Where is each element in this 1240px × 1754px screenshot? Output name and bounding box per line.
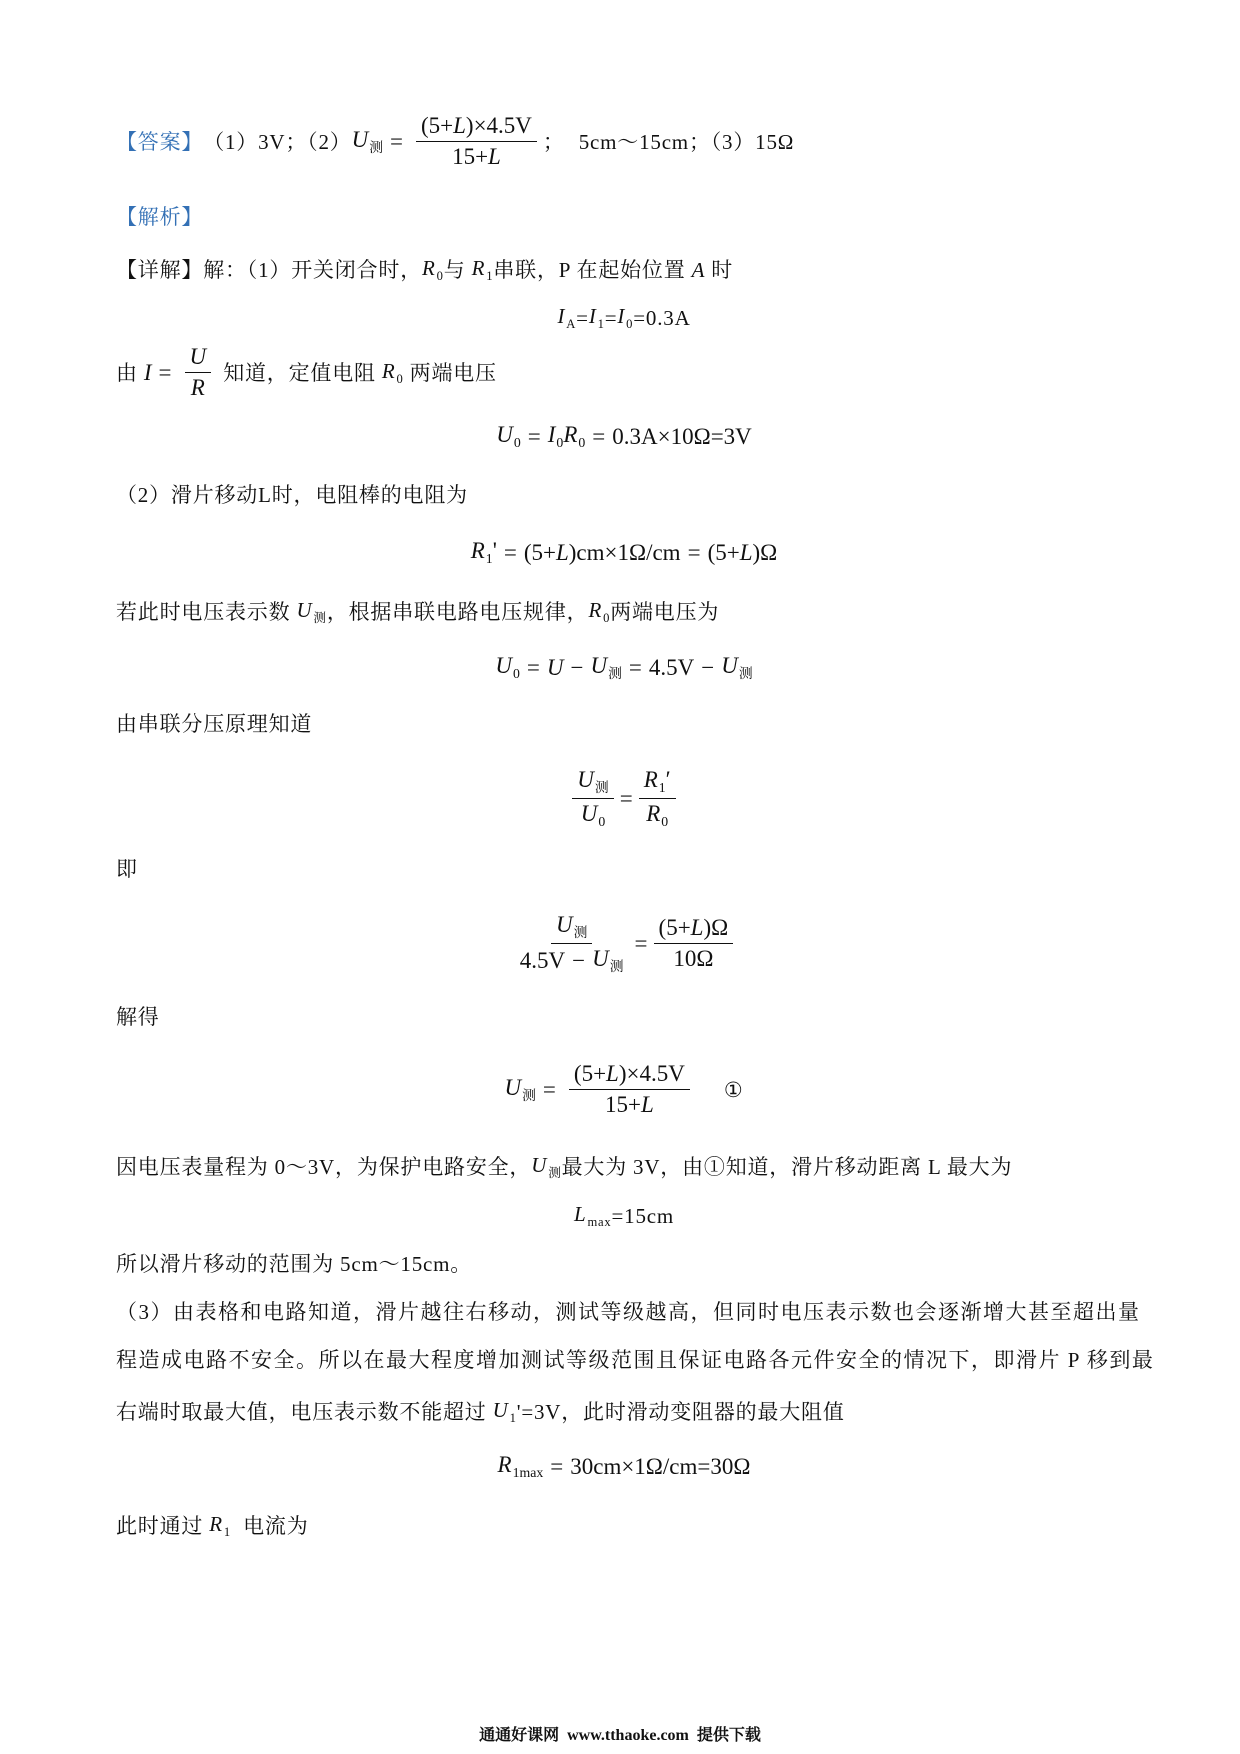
math-subscript: 0 [556,435,564,451]
fraction-numerator [639,766,676,799]
math-variable: U [504,1075,522,1100]
math-text: (5+ [573,1061,607,1086]
math-u-measured [296,597,326,626]
body-text: 即 [116,857,138,881]
math-variable: U [351,127,369,152]
math-prime: ′ [665,767,671,792]
fraction-numerator [569,1060,690,1090]
math-text: 30cm×1Ω/cm=30Ω [570,1453,751,1479]
math-variable: U [721,653,738,678]
math-u-measured [721,653,752,682]
math-variable: L [690,915,704,940]
math-text: )×4.5V [465,113,532,138]
math-text: =15cm [611,1203,675,1228]
body-text: 因电压表量程为 0～3V，为保护电路安全， [116,1154,532,1179]
math-variable: U [496,422,513,447]
math-variable: R [209,1512,223,1536]
answer-separator: ； [542,129,565,154]
part3-line-1 [116,1299,1141,1325]
math-subscript: 测 [738,666,753,682]
fraction-denominator [186,373,210,402]
math-subscript: 1 [509,1410,517,1425]
math-variable: L [573,1202,587,1226]
math-subscript: 0 [661,814,669,830]
math-variable: L [453,113,466,138]
body-text: （3）由表格和电路知道，滑片越往右移动，测试等级越高，但同时电压表示数也会逐渐增大甚至超出量 [116,1300,1141,1324]
answer-part2-text: 5cm～15cm；（3）15Ω [578,129,795,154]
math-variable: U [590,653,608,678]
math-variable: U [580,801,598,826]
equation-rmax [0,1452,1240,1481]
math-subscript: 测 [548,1165,562,1180]
detail-line [116,255,733,284]
math-u-measured [590,653,621,682]
math-equals: = [527,423,541,449]
math-u-measured [352,127,383,156]
math-variable: U [592,946,609,971]
math-u0 [496,422,521,451]
math-variable: R [422,256,436,280]
equation-result [0,1060,1240,1119]
body-text: 两端电压 [403,360,497,385]
math-r0 [588,597,610,626]
part2-intro-line [116,482,468,508]
math-equals: = [503,539,517,565]
current-text-line [116,1511,309,1540]
math-subscript: 1 [485,551,493,567]
fraction-denominator [668,944,718,973]
fraction-numerator [416,112,537,142]
fraction-numerator [551,911,592,944]
math-variable: R [646,801,661,826]
math-r1 [209,1511,231,1540]
math-subscript: 0 [436,268,444,283]
math-text: 15+ [604,1092,641,1117]
equation-u0 [0,422,1240,451]
math-subscript: 1 [597,316,605,331]
math-r0 [646,800,668,831]
fraction-denominator [447,142,506,171]
math-variable: I [588,304,597,328]
page-footer: 通通好课网 www.tthaoke.com 提供下载 [479,1727,761,1744]
math-subscript: 测 [608,666,622,682]
body-text: 知道，定值电阻 [217,360,382,385]
math-variable: U [495,653,512,678]
math-equals: = [687,539,701,565]
fraction-numerator [185,343,212,373]
math-subscript: 0 [513,435,521,451]
math-equals: = [592,423,606,449]
math-r0 [422,255,444,284]
body-text: 两端电压为 [610,599,720,624]
math-subscript: 测 [594,780,609,796]
math-variable: U [189,344,207,369]
math-equals: = [550,1453,564,1479]
math-text: 4.5V [519,947,566,973]
math-variable: L [606,1061,619,1086]
part3-line-3 [116,1397,845,1426]
math-text: )Ω [703,915,729,940]
math-u-measured [505,1075,536,1104]
body-text: 此时通过 [116,1513,210,1538]
math-equals: = [390,128,403,154]
math-subscript: 0 [512,666,520,682]
math-variable: R [497,1452,512,1477]
math-equals: = [542,1076,556,1102]
fraction-denominator [600,1090,659,1119]
fraction [185,343,212,402]
body-text: 右端时取最大值，电压表示数不能超过 [116,1399,493,1424]
math-text: 15+ [452,144,489,169]
math-i-0 [617,303,633,332]
fraction [654,914,734,973]
math-subscript: 测 [369,140,383,156]
math-i0 [548,422,564,451]
answer-tag: 【答案】 [116,129,204,154]
math-text: )Ω [752,539,778,565]
detail-tag: 【详解】 [116,257,204,282]
math-equals: = [158,359,172,385]
body-text: 程造成电路不安全。所以在最大程度增加测试等级范围且保证电路各元件安全的情况下，即滑片 P 移到最 [116,1348,1155,1372]
fraction [515,911,629,976]
detail-text: 解：（1）开关闭合时， [203,257,423,282]
equation-currents [0,303,1240,332]
math-equals: = [634,930,648,956]
math-r0 [382,358,404,387]
fraction [572,766,613,831]
math-equals: = [619,785,633,811]
ji-line [116,856,138,882]
analysis-tag: 【解析】 [116,205,204,229]
body-text: （2）滑片移动L时，电阻棒的电阻为 [116,483,468,507]
math-u1 [493,1397,517,1426]
math-r0 [563,422,585,451]
math-equals: = [628,654,642,680]
body-text: 所以滑片移动的范围为 5cm～15cm。 [116,1252,473,1276]
math-i-a [557,303,576,332]
body-text: 解得 [116,1005,160,1029]
math-subscript: max [587,1214,612,1229]
math-text: 10Ω [673,946,714,971]
math-subscript: 0 [603,610,611,625]
equation-lmax [0,1201,1240,1230]
math-variable: U [546,654,564,680]
math-subscript: 测 [522,1088,536,1104]
math-variable: L [488,144,501,169]
fraction-denominator [576,799,611,831]
math-subscript: 0 [396,371,404,386]
body-text: 由 [116,360,144,385]
math-text: (5+ [420,113,454,138]
math-subscript: A [566,316,577,331]
fraction-numerator [572,766,613,799]
math-variable: R [470,538,485,563]
math-variable: I [547,422,556,447]
fraction-numerator [654,914,734,944]
math-text: )×4.5V [618,1061,685,1086]
math-u-measured [592,945,623,976]
fraction [416,112,537,171]
math-r1-prime [644,766,671,797]
math-u-measured [556,911,587,942]
ohm-law-line [116,343,497,402]
divider-intro-line [116,711,312,737]
math-subscript: 0 [598,814,606,830]
body-text: 由串联分压原理知道 [116,712,313,736]
math-r1-max [498,1452,544,1481]
math-text: 4.5V [648,654,695,680]
detail-text: 时 [705,257,734,282]
math-subscript: 0 [626,316,634,331]
math-equals: = [526,654,540,680]
body-text: 电流为 [231,1513,309,1538]
equation-r1 [0,538,1240,567]
math-u0 [581,800,606,831]
math-u0 [495,653,520,682]
range-text-line [116,1152,1012,1181]
math-subscript: 测 [313,610,327,625]
body-text: 若此时电压表示数 [116,599,297,624]
fraction [569,1060,690,1119]
detail-text: 与 [443,257,472,282]
math-variable: R [588,598,603,622]
math-subscript: 测 [573,925,588,941]
math-equals: = [576,305,589,330]
math-variable: R [190,375,205,400]
math-text: 0.3A×10Ω=3V [612,423,752,449]
equation-u0-series [0,653,1240,682]
math-subscript: 1 [486,268,494,283]
voltmeter-line [116,597,719,626]
math-r1 [472,255,494,284]
body-text: '=3V，此时滑动变阻器的最大阻值 [516,1399,845,1424]
math-variable: U [492,1398,509,1422]
math-variable: A [691,257,706,282]
math-variable: R [471,256,486,280]
body-text: 最大为 3V，由①知道，滑片移动距离 L 最大为 [561,1154,1013,1179]
answer-part1-text: （1）3V；（2） [203,129,352,154]
math-text: )cm×1Ω/cm [568,539,681,565]
math-subscript: 0 [578,435,586,451]
math-minus: − [701,654,715,680]
math-variable: I [557,304,566,328]
math-text: =0.3A [633,305,691,330]
math-subscript: 测 [609,959,624,975]
math-variable: L [555,539,569,565]
math-variable: L [739,539,753,565]
math-i-1 [589,303,605,332]
math-variable: I [617,304,626,328]
math-variable: R [381,359,396,383]
math-text: (5+ [658,915,691,940]
range-result-line [116,1251,472,1277]
equation-marker-circled-one: ① [723,1077,744,1102]
math-variable: R [563,422,578,447]
math-r1-prime [471,538,497,567]
math-subscript: 1 [658,780,666,796]
math-minus: − [570,654,584,680]
math-subscript: 1 [223,1524,231,1539]
math-variable: L [640,1092,654,1117]
math-u-measured [577,766,608,797]
math-text: (5+ [523,539,556,565]
math-subscript: 1max [512,1465,544,1481]
fraction-denominator [641,799,673,831]
math-variable: U [296,598,313,622]
math-l-max [574,1201,612,1230]
part3-line-2 [116,1347,1154,1373]
answer-line [116,112,794,171]
analysis-line [116,204,203,230]
math-text: (5+ [707,539,740,565]
fraction [639,766,676,831]
body-text: ，根据串联电路电压规律， [326,599,589,624]
detail-text: 串联，P 在起始位置 [493,257,692,282]
math-minus: − [572,947,586,973]
math-variable: U [555,912,573,937]
math-variable: U [577,767,594,792]
equation-ratio [0,766,1240,831]
jiede-line [116,1004,160,1030]
math-variable: U [531,1153,548,1177]
math-prime: ' [492,538,497,563]
math-equals: = [604,305,618,330]
math-u-measured [531,1152,561,1181]
fraction-denominator [515,944,629,976]
equation-ratio-substituted [0,911,1240,976]
math-variable: I [143,359,152,385]
math-variable: R [643,767,658,792]
